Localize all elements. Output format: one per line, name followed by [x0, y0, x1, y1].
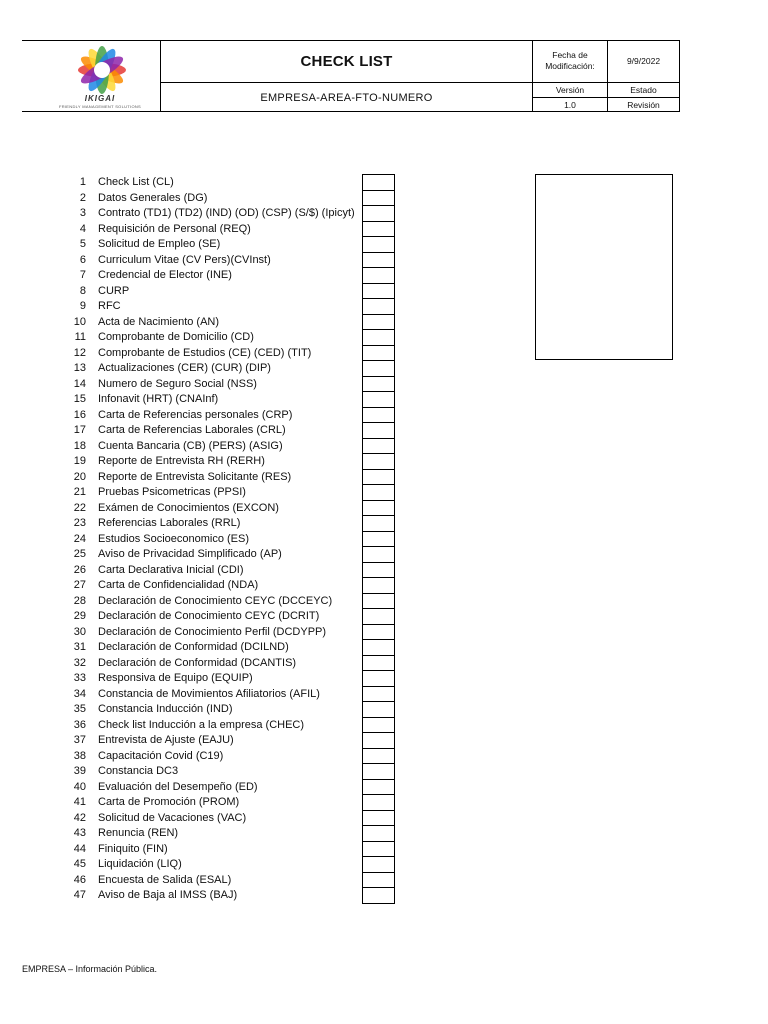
item-label: Solicitud de Empleo (SE): [98, 238, 221, 250]
modification-date: 9/9/2022: [626, 55, 661, 66]
item-number: 37: [73, 734, 86, 746]
state-value: Revisión: [627, 99, 660, 110]
item-checkbox[interactable]: [363, 532, 394, 548]
item-label: Constancia DC3: [98, 765, 179, 777]
item-checkbox[interactable]: [363, 439, 394, 455]
item-checkbox[interactable]: [363, 330, 394, 346]
item-number: 1: [79, 176, 86, 188]
item-label: Carta de Referencias personales (CRP): [98, 408, 293, 421]
item-number: 20: [73, 470, 86, 483]
item-number: 46: [73, 873, 86, 886]
item-label: Declaración de Conformidad (DCILND): [98, 641, 289, 653]
item-label: Carta de Confidencialidad (NDA): [98, 579, 259, 591]
item-number: 31: [73, 641, 86, 653]
item-number: 8: [79, 284, 86, 297]
item-number: 35: [73, 703, 86, 715]
item-checkbox[interactable]: [363, 656, 394, 672]
item-checkbox[interactable]: [363, 578, 394, 594]
item-checkbox[interactable]: [363, 392, 394, 408]
item-label: Check List (CL): [98, 176, 174, 188]
item-label: Responsiva de Equipo (EQUIP): [98, 672, 253, 684]
document-code: EMPRESA-AREA-FTO-NUMERO: [260, 91, 433, 104]
item-checkbox[interactable]: [363, 485, 394, 501]
item-label: Comprobante de Domicilio (CD): [98, 331, 254, 343]
item-label: Aviso de Privacidad Simplificado (AP): [98, 548, 282, 560]
item-number: 44: [73, 842, 86, 855]
item-number: 47: [73, 889, 86, 901]
item-number: 4: [79, 222, 86, 235]
item-checkbox[interactable]: [363, 175, 394, 191]
item-checkbox[interactable]: [363, 191, 394, 207]
item-checkbox[interactable]: [363, 702, 394, 718]
item-checkbox[interactable]: [363, 749, 394, 765]
item-label: Reporte de Entrevista Solicitante (RES): [98, 470, 292, 483]
item-label: Constancia de Movimientos Afiliatorios (AFIL): [98, 687, 320, 700]
item-number: 38: [73, 749, 86, 762]
item-checkbox[interactable]: [363, 594, 394, 610]
item-number: 39: [73, 765, 86, 777]
item-number: 34: [73, 687, 86, 700]
item-label: Contrato (TD1) (TD2) (IND) (OD) (CSP) (S/$) (Ipicyt): [98, 207, 355, 219]
item-number: 29: [73, 610, 86, 622]
item-label: Requisición de Personal (REQ): [98, 222, 251, 235]
item-label: Carta de Promoción (PROM): [98, 796, 240, 808]
item-label: Comprobante de Estudios (CE) (CED) (TIT): [98, 346, 312, 359]
item-label: Infonavit (HRT) (CNAInf): [98, 393, 219, 405]
item-number: 23: [73, 517, 86, 529]
item-checkbox[interactable]: [363, 423, 394, 439]
item-checkbox[interactable]: [363, 470, 394, 486]
item-number: 14: [73, 377, 86, 390]
item-number: 3: [79, 207, 86, 219]
item-number: 27: [73, 579, 86, 591]
item-number: 12: [73, 346, 86, 359]
item-label: Numero de Seguro Social (NSS): [98, 377, 257, 390]
state-label: Estado: [630, 84, 657, 95]
item-checkbox[interactable]: [363, 857, 394, 873]
item-number: 9: [79, 300, 86, 312]
modification-label: [533, 40, 607, 82]
item-checkbox[interactable]: [363, 268, 394, 284]
item-number: 2: [79, 191, 86, 204]
item-number: 43: [73, 827, 86, 839]
item-label: Evaluación del Desempeño (ED): [98, 780, 258, 793]
item-label: Exámen de Conocimientos (EXCON): [98, 501, 279, 514]
document-header: [22, 40, 680, 112]
item-checkbox[interactable]: [363, 408, 394, 424]
item-number: 6: [79, 253, 86, 266]
item-label: Referencias Laborales (RRL): [98, 517, 241, 529]
item-number: 30: [73, 625, 86, 638]
item-label: Check list Inducción a la empresa (CHEC): [98, 718, 305, 731]
item-label: Declaración de Conocimiento CEYC (DCCEYC): [98, 594, 333, 607]
item-checkbox[interactable]: [363, 873, 394, 889]
item-number: 18: [73, 439, 86, 452]
logo-tagline: FRIENDLY MANAGEMENT SOLUTIONS: [58, 104, 142, 109]
item-number: 42: [73, 811, 86, 824]
item-label: Constancia Inducción (IND): [98, 703, 233, 715]
item-checkbox[interactable]: [363, 206, 394, 222]
item-checkbox[interactable]: [363, 253, 394, 269]
item-checkbox[interactable]: [363, 237, 394, 253]
logo-name: IKIGAI: [84, 94, 116, 103]
item-number: 5: [79, 238, 86, 250]
company-logo: [40, 44, 160, 110]
item-number: 40: [73, 780, 86, 793]
item-checkbox[interactable]: [363, 625, 394, 641]
checkbox-column: [362, 174, 395, 904]
item-label: Cuenta Bancaria (CB) (PERS) (ASIG): [98, 439, 283, 452]
item-checkbox[interactable]: [363, 718, 394, 734]
page-title: CHECK LIST: [300, 52, 393, 70]
item-checkbox[interactable]: [363, 346, 394, 362]
item-number: 33: [73, 672, 86, 684]
item-checkbox[interactable]: [363, 764, 394, 780]
item-label: Actualizaciones (CER) (CUR) (DIP): [98, 362, 271, 374]
item-checkbox[interactable]: [363, 780, 394, 796]
item-label: Declaración de Conformidad (DCANTIS): [98, 656, 297, 669]
item-number: 45: [73, 858, 86, 870]
version-label: Versión: [555, 84, 585, 95]
item-checkbox[interactable]: [363, 377, 394, 393]
item-number: 10: [73, 315, 86, 328]
item-label: Reporte de Entrevista RH (RERH): [98, 455, 265, 467]
item-checkbox[interactable]: [363, 671, 394, 687]
item-number: 13: [73, 362, 86, 374]
item-label: Solicitud de Vacaciones (VAC): [98, 811, 247, 824]
item-number: 25: [73, 548, 86, 560]
modification-label-line2: Modificación:: [545, 61, 595, 71]
item-number: 26: [73, 563, 86, 576]
modification-label-line1: Fecha de: [552, 50, 588, 60]
item-checkbox[interactable]: [363, 811, 394, 827]
item-number: 7: [79, 269, 86, 281]
item-checkbox[interactable]: [363, 315, 394, 331]
item-checkbox[interactable]: [363, 563, 394, 579]
item-checkbox[interactable]: [363, 361, 394, 377]
item-label: Curriculum Vitae (CV Pers)(CVInst): [98, 253, 271, 266]
item-label: Declaración de Conocimiento Perfil (DCDYPP): [98, 625, 327, 638]
item-checkbox[interactable]: [363, 826, 394, 842]
item-label: Aviso de Baja al IMSS (BAJ): [98, 889, 238, 901]
item-checkbox[interactable]: [363, 842, 394, 858]
item-label: Finiquito (FIN): [98, 842, 168, 855]
item-label: Acta de Nacimiento (AN): [98, 315, 220, 328]
item-checkbox[interactable]: [363, 609, 394, 625]
version-value: 1.0: [564, 99, 576, 110]
item-checkbox[interactable]: [363, 501, 394, 517]
item-number: 16: [73, 408, 86, 421]
item-label: Pruebas Psicometricas (PPSI): [98, 486, 246, 498]
item-number: 19: [73, 455, 86, 467]
item-number: 22: [73, 501, 86, 514]
item-checkbox[interactable]: [363, 222, 394, 238]
item-number: 15: [73, 393, 86, 405]
item-label: Carta Declarativa Inicial (CDI): [98, 563, 244, 576]
item-label: Credencial de Elector (INE): [98, 269, 232, 281]
item-label: Capacitación Covid (C19): [98, 749, 224, 762]
item-checkbox[interactable]: [363, 687, 394, 703]
item-checkbox[interactable]: [363, 284, 394, 300]
item-checkbox[interactable]: [363, 888, 394, 904]
item-checkbox[interactable]: [363, 795, 394, 811]
photo-box: [535, 174, 673, 360]
item-label: Liquidación (LIQ): [98, 858, 182, 870]
item-number: 36: [73, 718, 86, 731]
item-label: RFC: [98, 300, 121, 312]
item-label: Declaración de Conocimiento CEYC (DCRIT): [98, 610, 320, 622]
item-label: Estudios Socioeconomico (ES): [98, 532, 250, 545]
footer-text: EMPRESA – Información Pública.: [22, 964, 158, 974]
item-label: Entrevista de Ajuste (EAJU): [98, 734, 234, 746]
item-checkbox[interactable]: [363, 454, 394, 470]
item-number: 17: [73, 424, 86, 436]
item-number: 32: [73, 656, 86, 669]
item-label: CURP: [98, 284, 130, 297]
item-number: 21: [73, 486, 86, 498]
item-checkbox[interactable]: [363, 516, 394, 532]
item-checkbox[interactable]: [363, 299, 394, 315]
item-number: 11: [74, 331, 86, 343]
item-label: Datos Generales (DG): [98, 191, 208, 204]
item-number: 24: [73, 532, 86, 545]
item-number: 41: [73, 796, 86, 808]
item-label: Carta de Referencias Laborales (CRL): [98, 424, 286, 436]
item-label: Renuncia (REN): [98, 827, 179, 839]
item-checkbox[interactable]: [363, 640, 394, 656]
item-checkbox[interactable]: [363, 547, 394, 563]
header-divider: [679, 40, 680, 112]
item-number: 28: [73, 594, 86, 607]
item-label: Encuesta de Salida (ESAL): [98, 873, 232, 886]
item-checkbox[interactable]: [363, 733, 394, 749]
